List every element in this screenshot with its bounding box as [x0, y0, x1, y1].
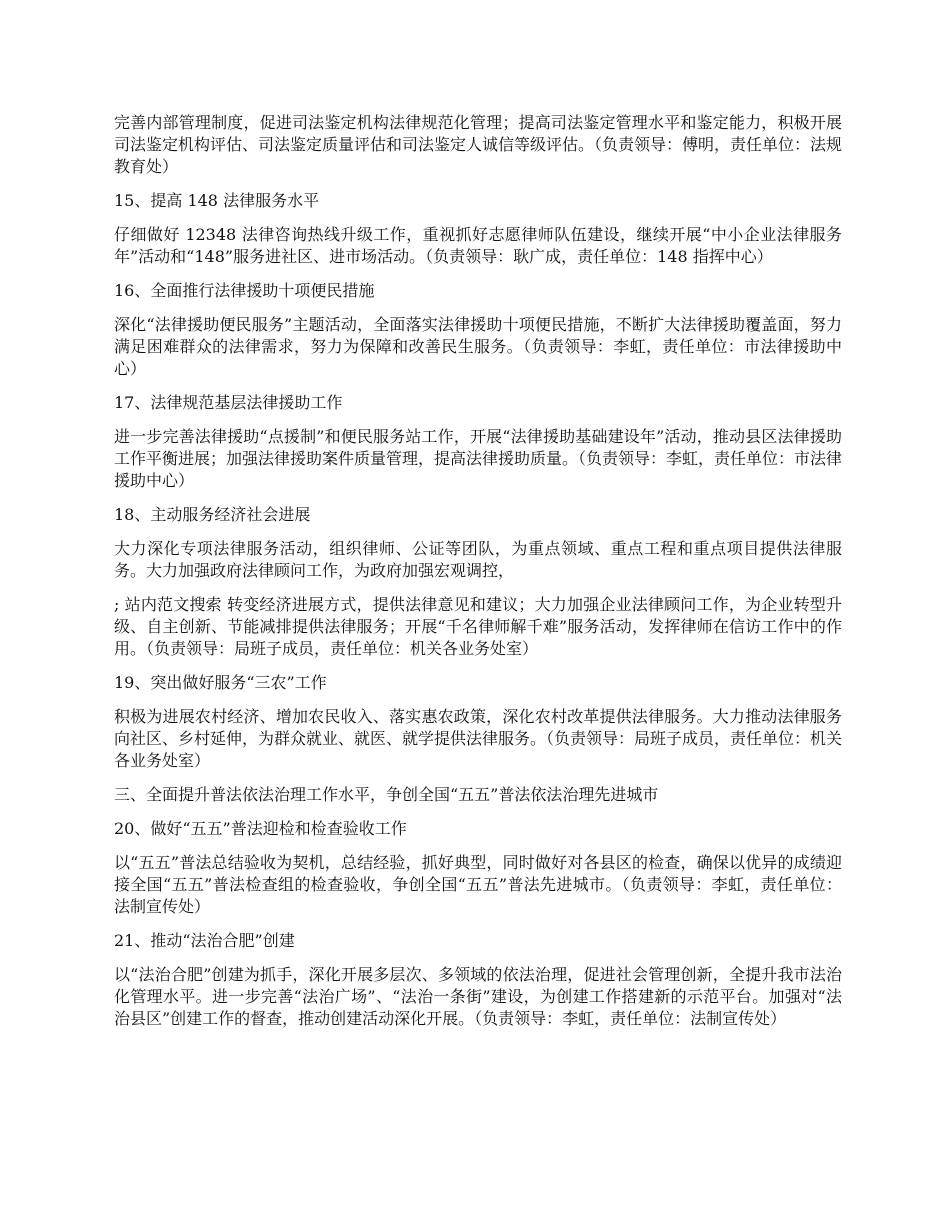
section-heading-17: 17、法律规范基层法律援助工作 [114, 393, 343, 412]
chapter-heading-3: 三、全面提升普法依法治理工作水平，争创全国“五五”普法依法治理先进城市 [114, 785, 659, 804]
paragraph-three-rural: 积极为进展农村经济、增加农民收入、落实惠农政策，深化农村改革提供法律服务。大力推动法律服务向社区、乡村延伸，为群众就业、就医、就学提供法律服务。（负责领导：局班子成员，责任单位：机关各业务处室） [114, 707, 843, 770]
paragraph-inspection: 以“五五”普法总结验收为契机，总结经验，抓好典型，同时做好对各县区的检查，确保以优异的成绩迎接全国“五五”普法检查组的检查验收，争创全国“五五”普法先进城市。（负责领导：李虹，责任单位：法制宣传处） [114, 853, 842, 916]
section-heading-18: 18、主动服务经济社会进展 [114, 505, 311, 524]
section-heading-16: 16、全面推行法律援助十项便民措施 [114, 281, 375, 300]
paragraph-judicial-appraisal: 完善内部管理制度，促进司法鉴定机构法律规范化管理；提高司法鉴定管理水平和鉴定能力，积极开展司法鉴定机构评估、司法鉴定质量评估和司法鉴定人诚信等级评估。（负责领导：傅明，责任单位：法规教育处） [114, 113, 843, 176]
document-body [114, 112, 842, 1042]
section-heading-20: 20、做好“五五”普法迎检和检查验收工作 [114, 819, 407, 838]
section-heading-15: 15、提高 148 法律服务水平 [114, 191, 320, 210]
paragraph-grassroots-legal-aid: 进一步完善法律援助“点援制”和便民服务站工作，开展“法律援助基础建设年”活动，推动县区法律援助工作平衡进展；加强法律援助案件质量管理，提高法律援助质量。（负责领导：李虹，责任单位：市法律援助中心） [114, 427, 843, 490]
section-heading-21: 21、推动“法治合肥”创建 [114, 931, 295, 950]
paragraph-rule-of-law-hefei: 以“法治合肥”创建为抓手，深化开展多层次、多领域的依法治理，促进社会管理创新，全提升我市法治化管理水平。进一步完善“法治广场”、“法治一条街”建设，为创建工作搭建新的示范平台。加强对“法治县区”创建工作的督查，推动创建活动深化开展。（负责领导：李虹，责任单位：法制宣传处） [114, 965, 842, 1028]
paragraph-economic-service-1: 大力深化专项法律服务活动，组织律师、公证等团队，为重点领域、重点工程和重点项目提供法律服务。大力加强政府法律顾问工作，为政府加强宏观调控， [114, 539, 842, 580]
paragraph-legal-aid-measures: 深化“法律援助便民服务”主题活动，全面落实法律援助十项便民措施，不断扩大法律援助覆盖面，努力满足困难群众的法律需求，努力为保障和改善民生服务。（负责领导：李虹，责任单位：市法律援助中心） [114, 315, 842, 378]
paragraph-economic-service-2: ; 站内范文搜索 转变经济进展方式，提供法律意见和建议；大力加强企业法律顾问工作，为企业转型升级、自主创新、节能减排提供法律服务；开展“千名律师解千难”服务活动，发挥律师在信访工作中的作用。（负责领导：局班子成员，责任单位：机关各业务处室） [114, 595, 842, 658]
section-heading-19: 19、突出做好服务“三农”工作 [114, 673, 327, 692]
paragraph-148-service: 仔细做好 12348 法律咨询热线升级工作，重视抓好志愿律师队伍建设，继续开展“中小企业法律服务年”活动和“148”服务进社区、进市场活动。（负责领导：耿广成，责任单位：148 指挥中心） [114, 225, 842, 266]
